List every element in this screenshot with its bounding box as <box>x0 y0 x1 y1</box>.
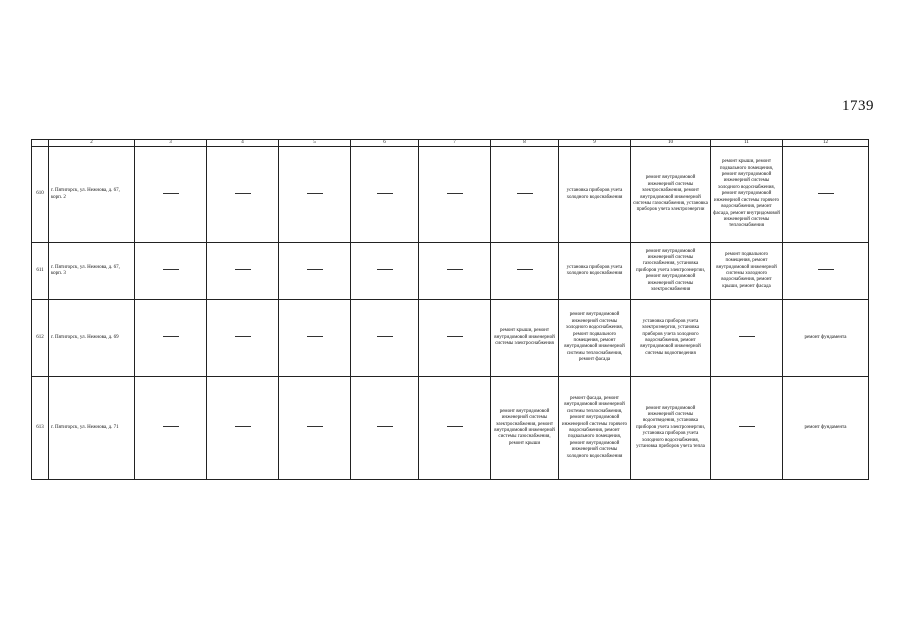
empty-cell <box>135 243 207 300</box>
empty-cell <box>783 243 869 300</box>
work-cell: ремонт крыши, ремонт внутридомовой инженерной системы электроснабжения <box>491 300 559 377</box>
work-cell: ремонт внутридомовой инженерной системы водоотведения, установка приборов учета электроэнергии, установка приборов учета холодного водоснабжения, установка приборов учета тепла <box>631 377 711 480</box>
column-header: 5 <box>279 140 351 147</box>
dash-mark <box>517 193 533 194</box>
work-cell: ремонт подвального помещения, ремонт внутридомовой инженерной системы холодного водоснабжения, ремонт крыши, ремонт фасада <box>711 243 783 300</box>
empty-cell <box>279 377 351 480</box>
work-cell: установка приборов учета холодного водоснабжения <box>559 147 631 243</box>
empty-cell <box>207 300 279 377</box>
dash-mark <box>235 269 251 270</box>
dash-mark <box>235 426 251 427</box>
work-cell: установка приборов учета электроэнергии, установка приборов учета холодного водоснабжения, ремонт внутридомовой инженерной системы водоотведения <box>631 300 711 377</box>
row-number: 610 <box>32 147 49 243</box>
work-cell: установка приборов учета холодного водоснабжения <box>559 243 631 300</box>
row-number: 611 <box>32 243 49 300</box>
empty-cell <box>135 147 207 243</box>
column-header: 6 <box>351 140 419 147</box>
column-header: 10 <box>631 140 711 147</box>
address-cell: г. Пятигорск, ул. Нежнова, д. 67, корп. 2 <box>49 147 135 243</box>
empty-cell <box>207 377 279 480</box>
dash-mark <box>517 269 533 270</box>
work-cell: ремонт крыши, ремонт подвального помещения, ремонт внутридомовой инженерной системы холодного водоснабжения, ремонт внутридомовой инженерной системы горячего водоснабжения, ремонт фасада, ремонт внутридомовой инженерной системы теплоснабжения <box>711 147 783 243</box>
empty-cell <box>207 243 279 300</box>
dash-mark <box>307 426 323 427</box>
work-cell: ремонт внутридомовой инженерной системы электроснабжения, ремонт внутридомовой инженерной системы газоснабжения, установка приборов учета электроэнергии <box>631 147 711 243</box>
empty-cell <box>351 243 419 300</box>
empty-cell <box>783 147 869 243</box>
empty-cell <box>711 377 783 480</box>
dash-mark <box>377 336 393 337</box>
dash-mark <box>377 426 393 427</box>
address-cell: г. Пятигорск, ул. Нежнова, д. 69 <box>49 300 135 377</box>
work-cell: ремонт внутридомовой инженерной системы холодного водоснабжения, ремонт подвального помещения, ремонт внутридомовой инженерной системы теплоснабжения, ремонт фасада <box>559 300 631 377</box>
dash-mark <box>818 269 834 270</box>
empty-cell <box>419 300 491 377</box>
column-header: 12 <box>783 140 869 147</box>
table-row <box>32 377 869 480</box>
dash-mark <box>235 193 251 194</box>
table-row <box>32 243 869 300</box>
work-cell: ремонт фасада, ремонт внутридомовой инженерной системы теплоснабжения, ремонт внутридомовой инженерной системы горячего водоснабжения, ремонт подвального помещения, ремонт внутридомовой инженерной системы холодного водоснабжения <box>559 377 631 480</box>
dash-mark <box>307 193 323 194</box>
dash-mark <box>447 269 463 270</box>
dash-mark <box>377 193 393 194</box>
table-row <box>32 147 869 243</box>
column-header: 3 <box>135 140 207 147</box>
dash-mark <box>163 426 179 427</box>
address-cell: г. Пятигорск, ул. Нежнова, д. 71 <box>49 377 135 480</box>
column-header: 8 <box>491 140 559 147</box>
address-cell: г. Пятигорск, ул. Нежнова, д. 67, корп. 3 <box>49 243 135 300</box>
empty-cell <box>279 147 351 243</box>
dash-mark <box>307 269 323 270</box>
empty-cell <box>135 300 207 377</box>
column-header <box>32 140 49 147</box>
dash-mark <box>739 336 755 337</box>
row-number: 612 <box>32 300 49 377</box>
empty-cell <box>711 300 783 377</box>
page-number: 1739 <box>842 98 874 114</box>
dash-mark <box>447 193 463 194</box>
dash-mark <box>163 336 179 337</box>
column-header: 7 <box>419 140 491 147</box>
repair-schedule-table <box>31 139 869 480</box>
dash-mark <box>163 269 179 270</box>
empty-cell <box>279 243 351 300</box>
column-header: 2 <box>49 140 135 147</box>
work-cell: ремонт фундамента <box>783 377 869 480</box>
work-cell: ремонт внутридомовой инженерной системы газоснабжения, установка приборов учета электроэнергии, ремонт внутридомовой инженерной системы электроснабжения <box>631 243 711 300</box>
dash-mark <box>447 336 463 337</box>
dash-mark <box>235 336 251 337</box>
column-header: 11 <box>711 140 783 147</box>
work-cell: ремонт внутридомовой инженерной системы электроснабжения, ремонт внутридомовой инженерной системы газоснабжения, ремонт крыши <box>491 377 559 480</box>
empty-cell <box>351 147 419 243</box>
empty-cell <box>419 147 491 243</box>
column-header: 9 <box>559 140 631 147</box>
dash-mark <box>377 269 393 270</box>
empty-cell <box>279 300 351 377</box>
empty-cell <box>351 300 419 377</box>
dash-mark <box>163 193 179 194</box>
column-header: 4 <box>207 140 279 147</box>
column-number-row <box>32 140 869 147</box>
dash-mark <box>818 193 834 194</box>
row-number: 613 <box>32 377 49 480</box>
empty-cell <box>351 377 419 480</box>
empty-cell <box>491 243 559 300</box>
empty-cell <box>491 147 559 243</box>
empty-cell <box>207 147 279 243</box>
dash-mark <box>307 336 323 337</box>
empty-cell <box>135 377 207 480</box>
work-cell: ремонт фундамента <box>783 300 869 377</box>
dash-mark <box>447 426 463 427</box>
empty-cell <box>419 377 491 480</box>
empty-cell <box>419 243 491 300</box>
table-row <box>32 300 869 377</box>
dash-mark <box>739 426 755 427</box>
